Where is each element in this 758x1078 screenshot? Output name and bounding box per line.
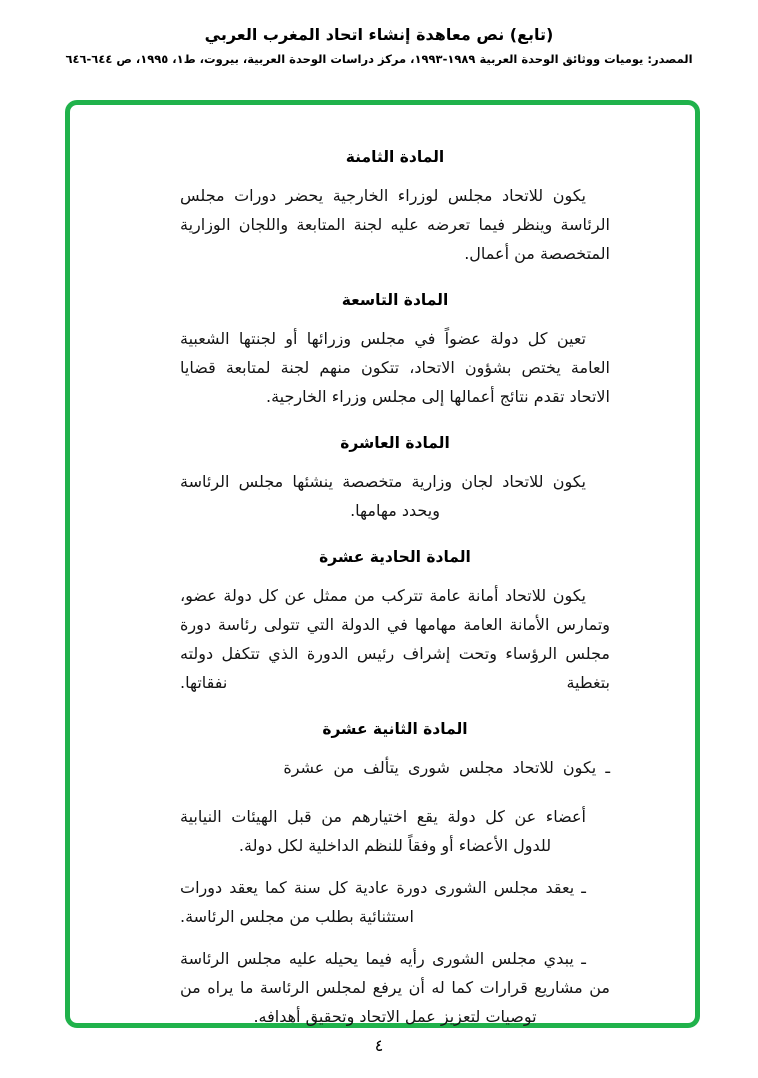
article-8-paragraph: يكون للاتحاد مجلس لوزراء الخارجية يحضر دورات مجلس الرئاسة وينظر فيما تعرضه عليه لجنة المتابعة واللجان الوزارية المتخصصة من أعمال. (180, 186, 610, 263)
section-article-12 (180, 715, 610, 1031)
article-12-paragraph-2: أعضاء عن كل دولة يقع اختيارهم من قبل الهيئات النيابية للدول الأعضاء أو وفقاً للنظم الداخلية لكل دولة. (180, 807, 586, 855)
article-11-heading: المادة الحادية عشرة (319, 548, 471, 566)
content-frame (65, 100, 700, 1028)
document-title: (تابع) نص معاهدة إنشاء اتحاد المغرب العربي (204, 25, 554, 44)
article-12-paragraph-3: ـ يعقد مجلس الشورى دورة عادية كل سنة كما يعقد دورات استثنائية بطلب من مجلس الرئاسة. (180, 878, 586, 926)
article-8-heading: المادة الثامنة (345, 148, 445, 166)
article-12-paragraph-4: ـ يبدي مجلس الشورى رأيه فيما يحيله عليه مجلس الرئاسة من مشاريع قرارات كما له أن يرفع لمجلس الرئاسة ما يراه من توصيات لتعزيز عمل الاتحاد وتحقيق أهدافه. (180, 949, 610, 1026)
section-article-10 (180, 429, 610, 525)
section-article-8 (180, 143, 610, 268)
article-9-paragraph: تعين كل دولة عضواً في مجلس وزرائها أو لجنتها الشعبية العامة يختص بشؤون الاتحاد، تتكون منهم لجنة لمتابعة قضايا الاتحاد تقدم نتائج أعمالها إلى مجلس وزراء الخارجية. (180, 329, 610, 406)
article-12-paragraph-1: ـ يكون للاتحاد مجلس شورى يتألف من عشرة (283, 758, 610, 777)
article-10-paragraph: يكون للاتحاد لجان وزارية متخصصة ينشئها مجلس الرئاسة ويحدد مهامها. (180, 472, 586, 520)
article-12-heading: المادة الثانية عشرة (322, 720, 468, 738)
article-10-heading: المادة العاشرة (340, 434, 450, 452)
page-header (0, 0, 758, 67)
section-article-11 (180, 543, 610, 697)
article-11-paragraph: يكون للاتحاد أمانة عامة تتركب من ممثل عن كل دولة عضو، وتمارس الأمانة العامة مهامها في الدولة التي تتولى رئاسة دورة مجلس الرؤساء وتحت إشراف رئيس الدورة الذي تتكفل دولته بتغطية نفقاتها. (180, 586, 610, 692)
document-body (180, 143, 610, 1044)
article-9-heading: المادة التاسعة (341, 291, 449, 309)
document-source-line: المصدر: يوميات ووثائق الوحدة العربية ١٩٨٩-١٩٩٣، مركز دراسات الوحدة العربية، بيروت، ط١، ١٩٩٥، ص ٦٤٤-٦٤٦ (65, 52, 693, 66)
page-number: ٤ (374, 1036, 384, 1055)
section-article-9 (180, 286, 610, 411)
